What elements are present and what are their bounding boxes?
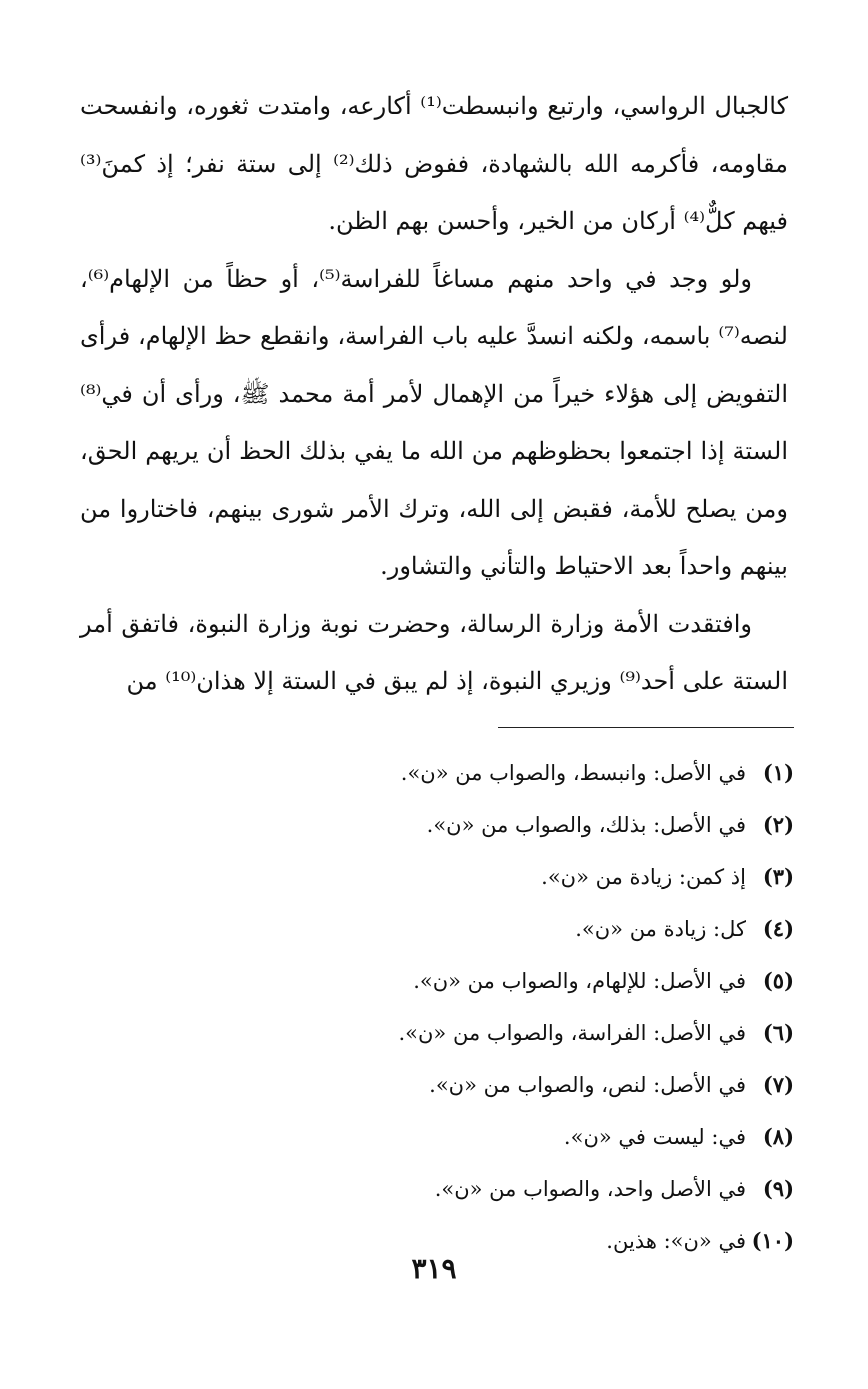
footnote-2 — [194, 799, 794, 851]
footnote-9 — [194, 1163, 794, 1215]
footnote-text: في الأصل: وانبسط، والصواب من «ن». — [400, 761, 746, 785]
footnote-7 — [194, 1059, 794, 1111]
footnote-number: (٣) — [762, 864, 794, 889]
footnote-3 — [194, 851, 794, 903]
footnote-number: (٤) — [762, 916, 794, 941]
page-number: ٣١٩ — [411, 1252, 457, 1285]
footnote-number: (٦) — [762, 1020, 794, 1045]
paragraph-3: وافتقدت الأمة وزارة الرسالة، وحضرت نوبة وزارة النبوة، فاتفق أمر الستة على أحد⁽⁹⁾ وزيري النبوة، إذ لم يبق في الستة إلا هذان⁽¹⁰⁾ من — [80, 609, 788, 695]
footnote-8 — [194, 1111, 794, 1163]
footnote-text: في الأصل: للإلهام، والصواب من «ن». — [413, 969, 746, 993]
footnote-text: في الأصل: بذلك، والصواب من «ن». — [426, 813, 746, 837]
footnotes-list — [194, 747, 794, 1267]
footnote-text: في الأصل واحد، والصواب من «ن». — [434, 1177, 746, 1201]
footnote-5 — [194, 955, 794, 1007]
footnote-text: في: ليست في «ن». — [563, 1125, 746, 1149]
footnote-1 — [194, 747, 794, 799]
paragraph-2: ولو وجد في واحد منهم مساغاً للفراسة⁽⁵⁾، أو حظاً من الإلهام⁽⁶⁾، لنصه⁽⁷⁾ باسمه، ولكنه انسدَّ عليه باب الفراسة، وانقطع حظ الإلهام، فرأى التفويض إلى هؤلاء خيراً من الإهمال لأمر أمة محمد ﷺ، ورأى أن في⁽⁸⁾ الستة إذا اجتمعوا بحظوظهم من الله ما يفي بذلك الحظ أن يريهم الحق، ومن يصلح للأمة، فقبض إلى الله، وترك الأمر شورى بينهم، فاختاروا من بينهم واحداً بعد الاحتياط والتأني والتشاور. — [80, 264, 788, 580]
footnote-number: (١) — [762, 760, 794, 785]
footnote-number: (٧) — [762, 1072, 794, 1097]
footnote-number: (١٠) — [751, 1228, 794, 1253]
footnote-4 — [194, 903, 794, 955]
footnote-number: (٨) — [762, 1124, 794, 1149]
footnote-6 — [194, 1007, 794, 1059]
footnote-text: إذ كمن: زيادة من «ن». — [541, 865, 746, 889]
footnote-number: (٩) — [762, 1176, 794, 1201]
footnote-text: في الأصل: الفراسة، والصواب من «ن». — [398, 1021, 746, 1045]
main-text — [80, 78, 788, 711]
paragraph-1: كالجبال الرواسي، وارتبع وانبسطت⁽¹⁾ أكارعه، وامتدت ثغوره، وانفسحت مقاومه، فأكرمه الله بالشهادة، ففوض ذلك⁽²⁾ إلى ستة نفر؛ إذ كمنَ⁽³⁾ فيهم كلٌّ⁽⁴⁾ أركان من الخير، وأحسن بهم الظن. — [80, 92, 788, 235]
footnote-text: في «ن»: هذين. — [606, 1229, 746, 1253]
footnote-text: في الأصل: لنص، والصواب من «ن». — [429, 1073, 746, 1097]
footnote-number: (٢) — [762, 812, 794, 837]
footnote-text: كل: زيادة من «ن». — [575, 917, 746, 941]
footnote-number: (٥) — [762, 968, 794, 993]
footnote-separator — [498, 727, 794, 728]
